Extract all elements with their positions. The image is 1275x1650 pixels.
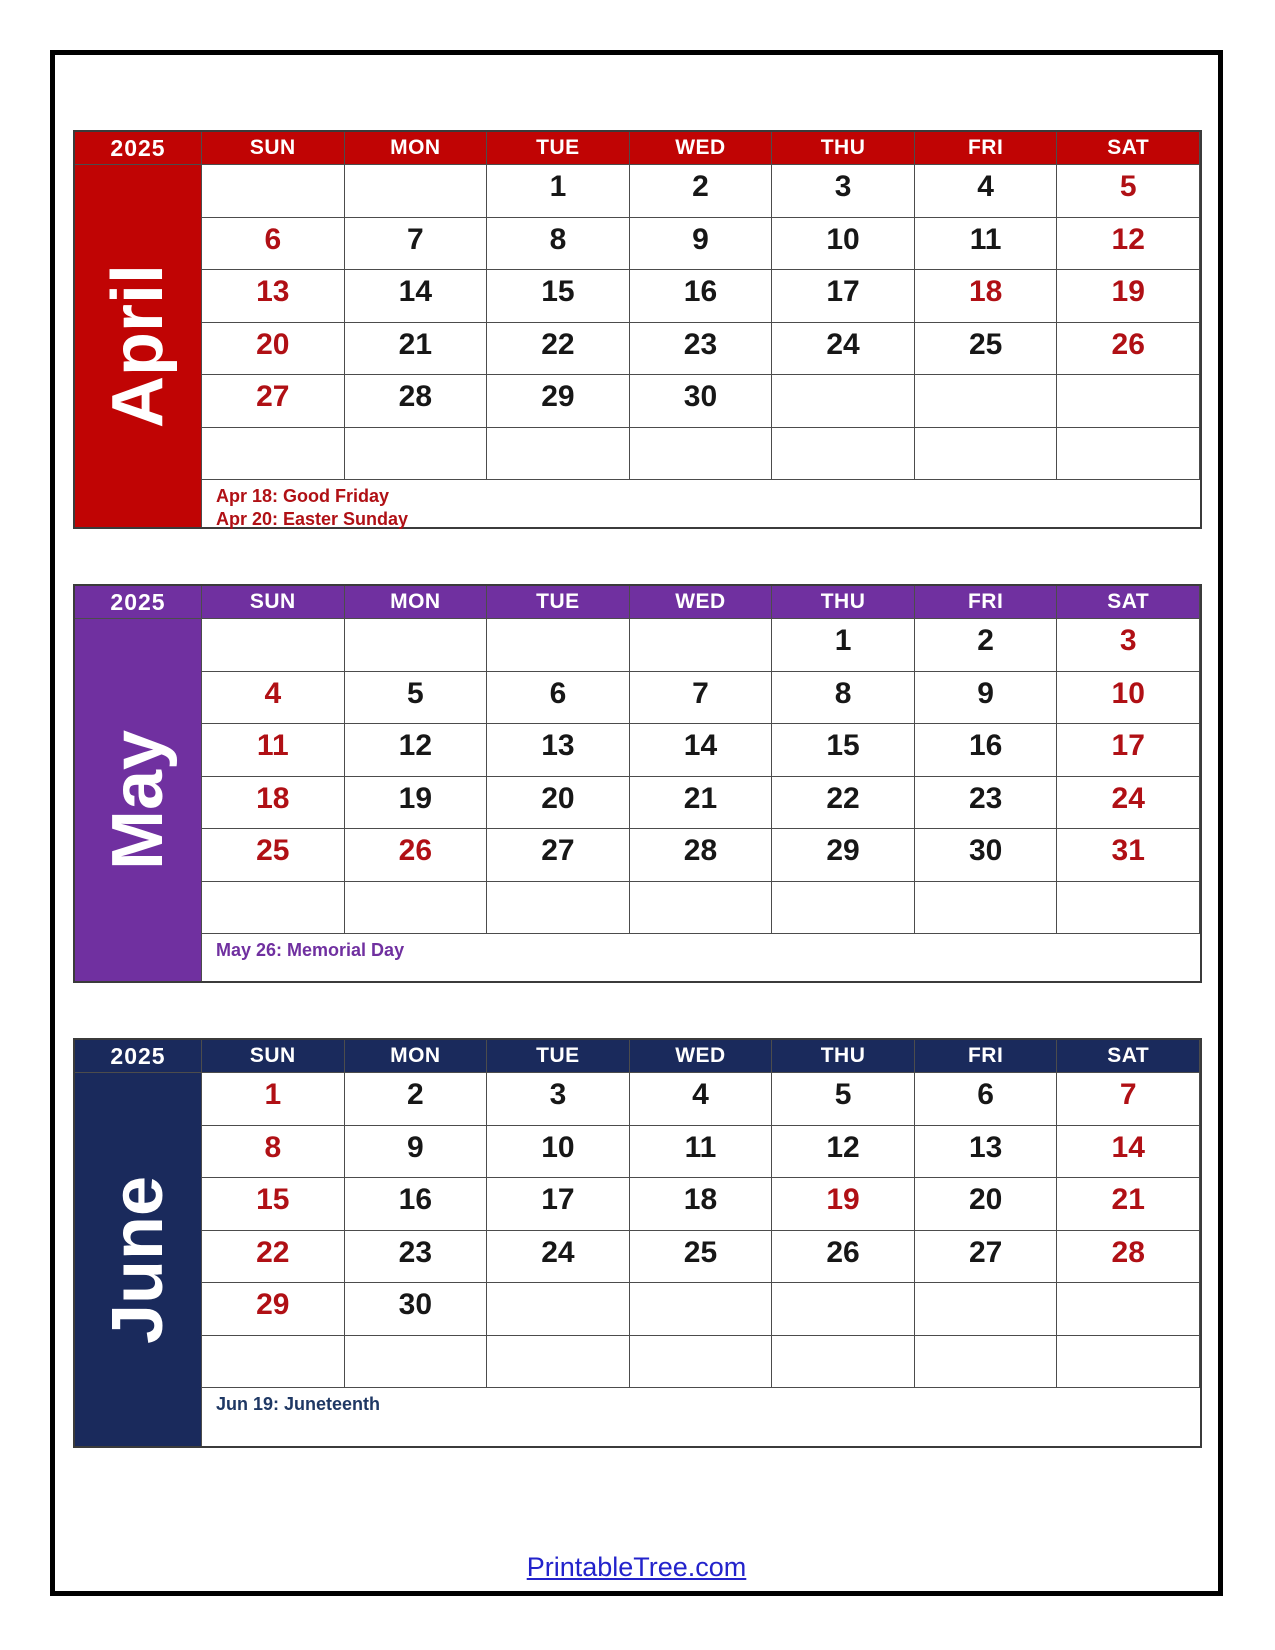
date-cell xyxy=(630,1336,773,1389)
date-cell: 4 xyxy=(915,165,1058,218)
date-cell xyxy=(487,882,630,935)
holiday-note: Apr 18: Good Friday xyxy=(216,486,390,506)
dow-header-sun: SUN xyxy=(202,586,345,619)
date-cell xyxy=(772,1336,915,1389)
date-cell: 26 xyxy=(772,1231,915,1284)
holiday-notes xyxy=(202,1388,1200,1446)
date-cell: 11 xyxy=(202,724,345,777)
date-cell: 5 xyxy=(345,672,488,725)
date-cell: 7 xyxy=(345,218,488,271)
date-cell: 7 xyxy=(1057,1073,1200,1126)
dow-header-fri: FRI xyxy=(915,1040,1058,1073)
date-cell: 13 xyxy=(487,724,630,777)
date-cell: 11 xyxy=(630,1126,773,1179)
date-cell xyxy=(630,428,773,481)
month-side-band xyxy=(75,619,202,981)
date-cell: 24 xyxy=(772,323,915,376)
date-cell: 1 xyxy=(487,165,630,218)
date-cell: 11 xyxy=(915,218,1058,271)
holiday-note: Apr 20: Easter Sunday xyxy=(216,508,409,529)
date-cell: 28 xyxy=(630,829,773,882)
date-cell: 26 xyxy=(345,829,488,882)
date-cell xyxy=(345,165,488,218)
date-cell: 28 xyxy=(1057,1231,1200,1284)
date-cell: 13 xyxy=(202,270,345,323)
dow-header-wed: WED xyxy=(630,586,773,619)
date-cell: 1 xyxy=(202,1073,345,1126)
date-cell: 5 xyxy=(1057,165,1200,218)
calendar-grid xyxy=(73,1038,1202,1448)
date-cell: 16 xyxy=(915,724,1058,777)
date-cell: 30 xyxy=(630,375,773,428)
date-cell: 1 xyxy=(772,619,915,672)
date-cell: 19 xyxy=(772,1178,915,1231)
date-cell xyxy=(202,1336,345,1389)
date-cell: 22 xyxy=(772,777,915,830)
date-cell: 17 xyxy=(1057,724,1200,777)
date-cell: 25 xyxy=(915,323,1058,376)
date-cell: 29 xyxy=(772,829,915,882)
date-cell xyxy=(487,1283,630,1336)
date-cell: 8 xyxy=(487,218,630,271)
date-cell: 15 xyxy=(772,724,915,777)
date-cell: 26 xyxy=(1057,323,1200,376)
date-cell: 10 xyxy=(772,218,915,271)
date-cell xyxy=(915,882,1058,935)
date-cell: 9 xyxy=(915,672,1058,725)
date-cell: 7 xyxy=(630,672,773,725)
dow-header-sat: SAT xyxy=(1057,132,1200,165)
date-cell: 6 xyxy=(487,672,630,725)
calendar-grid xyxy=(73,584,1202,983)
dow-header-sat: SAT xyxy=(1057,586,1200,619)
date-cell xyxy=(1057,428,1200,481)
date-cell: 9 xyxy=(345,1126,488,1179)
date-cell: 29 xyxy=(202,1283,345,1336)
dow-header-thu: THU xyxy=(772,1040,915,1073)
calendar-june xyxy=(73,1038,1202,1448)
calendar-may xyxy=(73,584,1202,983)
date-cell: 16 xyxy=(630,270,773,323)
date-cell: 23 xyxy=(345,1231,488,1284)
date-cell: 20 xyxy=(915,1178,1058,1231)
date-cell xyxy=(202,428,345,481)
date-cell: 30 xyxy=(345,1283,488,1336)
dow-header-wed: WED xyxy=(630,132,773,165)
date-cell: 8 xyxy=(772,672,915,725)
date-cell: 27 xyxy=(202,375,345,428)
date-cell: 3 xyxy=(487,1073,630,1126)
date-cell: 27 xyxy=(915,1231,1058,1284)
date-cell xyxy=(1057,1336,1200,1389)
date-cell: 3 xyxy=(1057,619,1200,672)
dow-header-mon: MON xyxy=(345,132,488,165)
date-cell: 17 xyxy=(772,270,915,323)
date-cell: 3 xyxy=(772,165,915,218)
date-cell: 8 xyxy=(202,1126,345,1179)
dow-header-sun: SUN xyxy=(202,1040,345,1073)
date-cell: 6 xyxy=(915,1073,1058,1126)
date-cell xyxy=(345,1336,488,1389)
calendar-grid xyxy=(73,130,1202,529)
date-cell: 29 xyxy=(487,375,630,428)
month-side-band xyxy=(75,1073,202,1446)
dow-header-mon: MON xyxy=(345,1040,488,1073)
date-cell: 12 xyxy=(1057,218,1200,271)
date-cell: 21 xyxy=(1057,1178,1200,1231)
date-cell: 17 xyxy=(487,1178,630,1231)
date-cell: 15 xyxy=(202,1178,345,1231)
holiday-notes xyxy=(202,934,1200,981)
date-cell xyxy=(487,619,630,672)
date-cell xyxy=(202,165,345,218)
year-label: 2025 xyxy=(75,132,202,165)
month-label: April xyxy=(98,263,178,429)
holiday-note: Jun 19: Juneteenth xyxy=(216,1394,381,1414)
date-cell: 15 xyxy=(487,270,630,323)
date-cell: 23 xyxy=(915,777,1058,830)
calendar-april xyxy=(73,130,1202,529)
date-cell: 23 xyxy=(630,323,773,376)
holiday-notes xyxy=(202,480,1200,527)
date-cell xyxy=(772,375,915,428)
page-border-frame xyxy=(50,50,1223,1596)
date-cell: 5 xyxy=(772,1073,915,1126)
date-cell: 20 xyxy=(487,777,630,830)
date-cell: 19 xyxy=(1057,270,1200,323)
date-cell xyxy=(1057,1283,1200,1336)
dow-header-fri: FRI xyxy=(915,586,1058,619)
date-cell xyxy=(915,1283,1058,1336)
dow-header-sun: SUN xyxy=(202,132,345,165)
dow-header-wed: WED xyxy=(630,1040,773,1073)
date-cell: 9 xyxy=(630,218,773,271)
dow-header-fri: FRI xyxy=(915,132,1058,165)
date-cell xyxy=(345,882,488,935)
date-cell xyxy=(915,428,1058,481)
date-cell: 4 xyxy=(630,1073,773,1126)
date-cell: 2 xyxy=(915,619,1058,672)
date-cell xyxy=(630,619,773,672)
date-cell: 12 xyxy=(345,724,488,777)
date-cell: 24 xyxy=(1057,777,1200,830)
dow-header-mon: MON xyxy=(345,586,488,619)
date-cell: 25 xyxy=(202,829,345,882)
date-cell xyxy=(202,882,345,935)
date-cell: 22 xyxy=(202,1231,345,1284)
date-cell: 24 xyxy=(487,1231,630,1284)
date-cell: 28 xyxy=(345,375,488,428)
year-label: 2025 xyxy=(75,1040,202,1073)
date-cell: 12 xyxy=(772,1126,915,1179)
dow-header-thu: THU xyxy=(772,586,915,619)
date-cell xyxy=(487,428,630,481)
date-cell xyxy=(772,882,915,935)
date-cell: 10 xyxy=(487,1126,630,1179)
date-cell: 21 xyxy=(630,777,773,830)
date-cell: 2 xyxy=(630,165,773,218)
dow-header-tue: TUE xyxy=(487,132,630,165)
date-cell: 6 xyxy=(202,218,345,271)
date-cell: 13 xyxy=(915,1126,1058,1179)
dow-header-tue: TUE xyxy=(487,1040,630,1073)
month-side-band xyxy=(75,165,202,527)
date-cell: 27 xyxy=(487,829,630,882)
date-cell: 14 xyxy=(1057,1126,1200,1179)
dow-header-sat: SAT xyxy=(1057,1040,1200,1073)
date-cell: 25 xyxy=(630,1231,773,1284)
date-cell xyxy=(202,619,345,672)
date-cell xyxy=(772,1283,915,1336)
date-cell: 14 xyxy=(345,270,488,323)
date-cell: 21 xyxy=(345,323,488,376)
dow-header-thu: THU xyxy=(772,132,915,165)
footer-link[interactable]: PrintableTree.com xyxy=(526,1552,747,1582)
date-cell: 18 xyxy=(202,777,345,830)
date-cell: 16 xyxy=(345,1178,488,1231)
date-cell xyxy=(630,882,773,935)
date-cell xyxy=(487,1336,630,1389)
date-cell: 14 xyxy=(630,724,773,777)
date-cell: 20 xyxy=(202,323,345,376)
dow-header-tue: TUE xyxy=(487,586,630,619)
month-label: May xyxy=(98,729,178,871)
month-label: June xyxy=(98,1175,178,1344)
date-cell: 19 xyxy=(345,777,488,830)
date-cell: 30 xyxy=(915,829,1058,882)
date-cell: 31 xyxy=(1057,829,1200,882)
year-label: 2025 xyxy=(75,586,202,619)
date-cell: 4 xyxy=(202,672,345,725)
date-cell: 18 xyxy=(630,1178,773,1231)
date-cell: 10 xyxy=(1057,672,1200,725)
date-cell: 2 xyxy=(345,1073,488,1126)
date-cell xyxy=(915,375,1058,428)
date-cell xyxy=(1057,882,1200,935)
date-cell xyxy=(345,619,488,672)
date-cell xyxy=(772,428,915,481)
holiday-note: May 26: Memorial Day xyxy=(216,940,405,960)
date-cell: 18 xyxy=(915,270,1058,323)
date-cell xyxy=(1057,375,1200,428)
date-cell xyxy=(630,1283,773,1336)
date-cell xyxy=(345,428,488,481)
date-cell xyxy=(915,1336,1058,1389)
date-cell: 22 xyxy=(487,323,630,376)
